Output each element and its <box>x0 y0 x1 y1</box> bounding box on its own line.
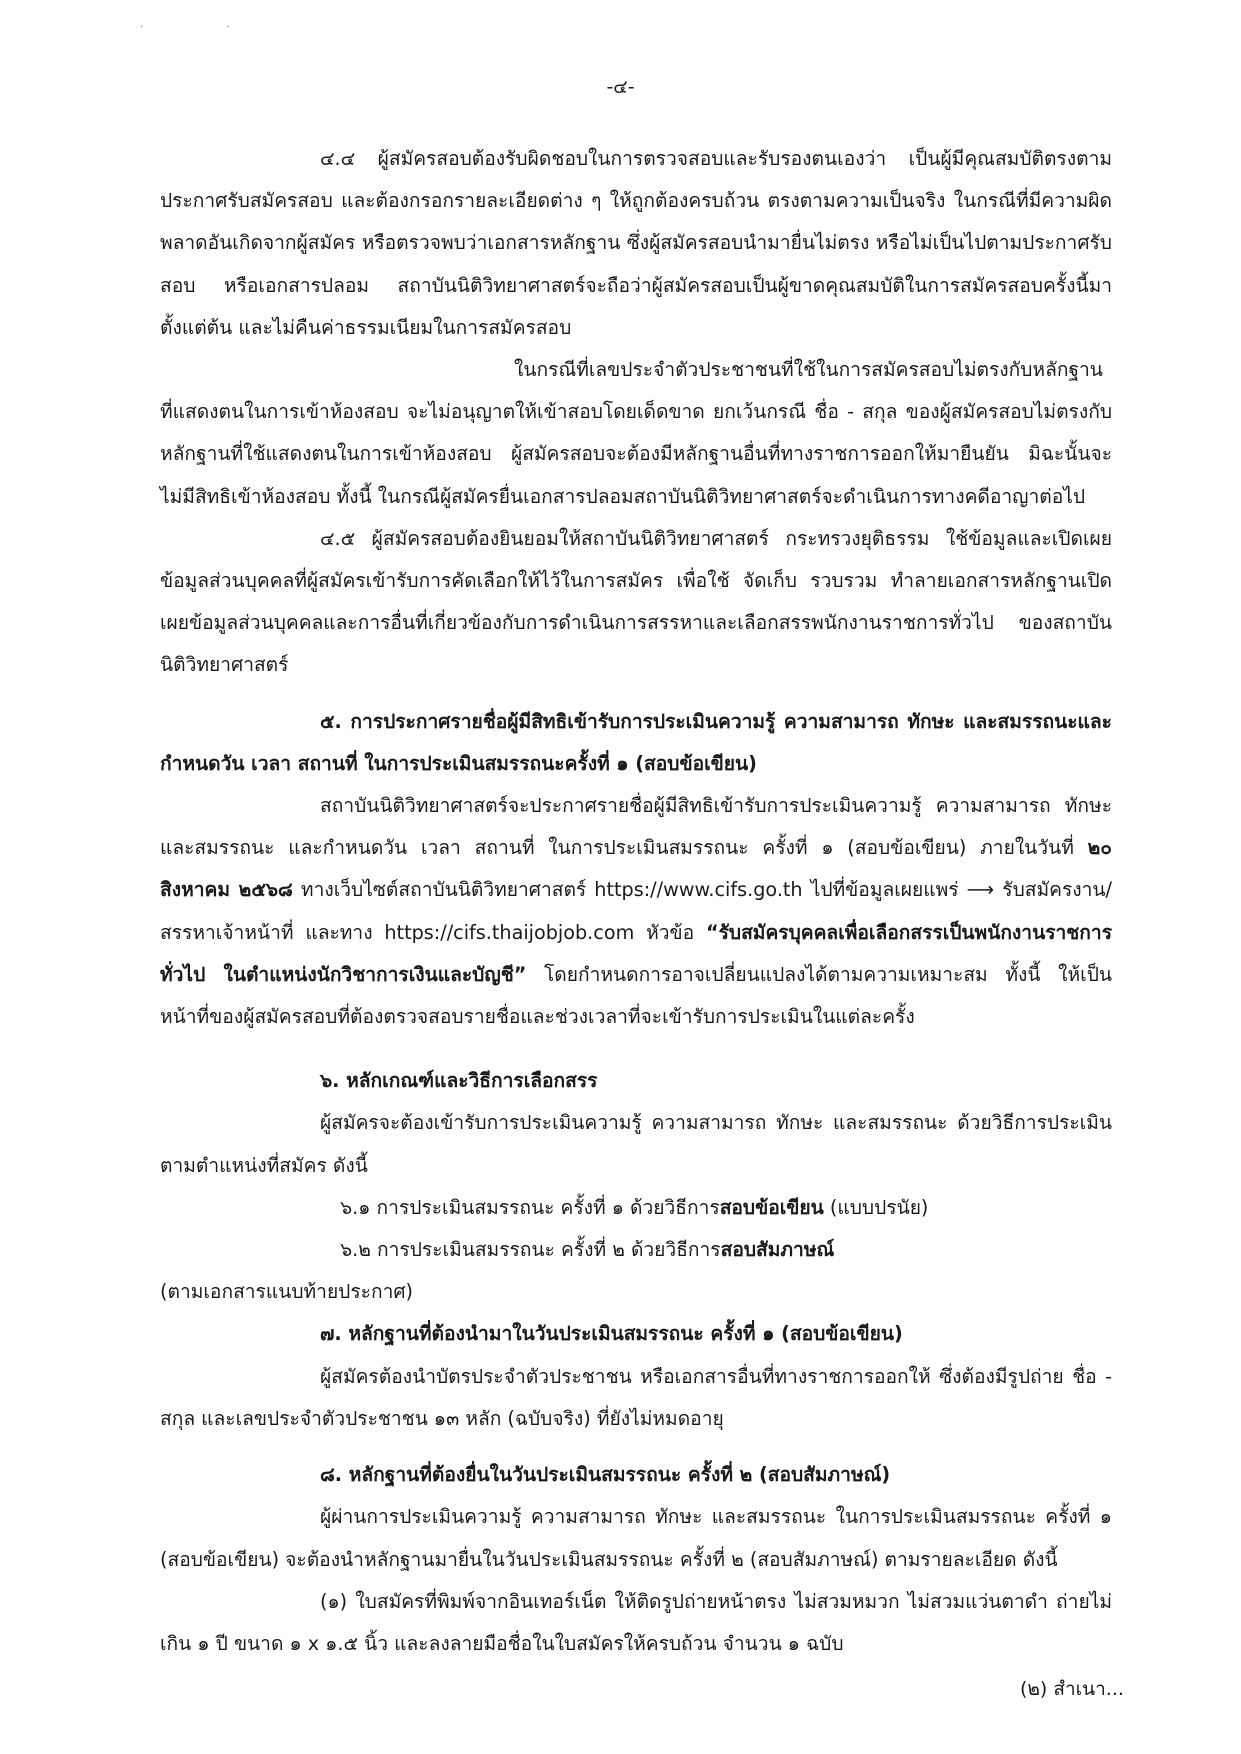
continuation-marker: (๒) สำเนา... <box>1020 1678 1124 1700</box>
section-5-text-2: ทางเว็บไซต์สถาบันนิติวิทยาศาสตร์ https://www.cifs.go.th ไปที่ข้อมูลเผยแพร่ ⟶ รับสมัครงาน/สรรหาเจ้าหน้าที่ และทาง https://cifs.thaijobjob.com หัวข้อ <box>160 878 1112 944</box>
section-6-item-2-text: ๖.๒ การประเมินสมรรถนะ ครั้งที่ ๒ ด้วยวิธีการ <box>340 1238 721 1262</box>
section-6-heading: ๖. หลักเกณฑ์และวิธีการเลือกสรร <box>320 1069 598 1093</box>
section-6-item-2 <box>160 1229 1112 1271</box>
section-4-5-paragraph: ๔.๕ ผู้สมัครสอบต้องยินยอมให้สถาบันนิติวิทยาศาสตร์ กระทรวงยุติธรรม ใช้ข้อมูลและเปิดเผยข้อมูลส่วนบุคคลที่ผู้สมัครเข้ารับการคัดเลือกให้ไว้ในการสมัคร เพื่อใช้ จัดเก็บ รวบรวม ทำลายเอกสารหลักฐานเปิดเผยข้อมูลส่วนบุคคลและการอื่นที่เกี่ยวข้องกับการดำเนินการสรรหาและเลือกสรรพนักงานราชการทั่วไป ของสถาบันนิติวิทยาศาสตร์ <box>160 526 1112 677</box>
section-5-heading: ๕. การประกาศรายชื่อผู้มีสิทธิเข้ารับการประเมินความรู้ ความสามารถ ทักษะ และสมรรถนะและกำหนดวัน เวลา สถานที่ ในการประเมินสมรรถนะครั้งที่ ๑ (สอบข้อเขียน) <box>160 709 1112 775</box>
section-7-heading: ๗. หลักฐานที่ต้องนำมาในวันประเมินสมรรถนะ ครั้งที่ ๑ (สอบข้อเขียน) <box>320 1322 903 1346</box>
section-6-item-1 <box>160 1187 1112 1229</box>
announcement-date: ๒๐ สิงหาคม ๒๕๖๘ <box>160 836 1112 902</box>
document-body <box>160 138 1112 1665</box>
section-8-item-1: (๑) ใบสมัครที่พิมพ์จากอินเทอร์เน็ต ให้ติดรูปถ่ายหน้าตรง ไม่สวมหมวก ไม่สวมแว่นตาดำ ถ่ายไม่เกิน ๑ ปี ขนาด ๑ x ๑.๕ นิ้ว และลงลายมือชื่อในใบสมัครให้ครบถ้วน จำนวน ๑ ฉบับ <box>160 1589 1112 1655</box>
section-6-item-2-method: สอบสัมภาษณ์ <box>720 1238 835 1262</box>
section-6-intro: ผู้สมัครจะต้องเข้ารับการประเมินความรู้ ความสามารถ ทักษะ และสมรรถนะ ด้วยวิธีการประเมินตามตำแหน่งที่สมัคร ดังนี้ <box>160 1111 1112 1177</box>
page-number: -๔- <box>606 76 635 98</box>
section-5-text-1: สถาบันนิติวิทยาศาสตร์จะประกาศรายชื่อผู้มีสิทธิเข้ารับการประเมินความรู้ ความสามารถ ทักษะ และสมรรถนะ และกำหนดวัน เวลา สถานที่ ในการประเมินสมรรถนะ ครั้งที่ ๑ (สอบข้อเขียน) ภายในวันที่ <box>160 794 1112 860</box>
section-4-4-id-mismatch-paragraph: ในกรณีที่เลขประจำตัวประชาชนที่ใช้ในการสมัครสอบไม่ตรงกับหลักฐานที่แสดงตนในการเข้าห้องสอบ จะไม่อนุญาตให้เข้าสอบโดยเด็ดขาด ยกเว้นกรณี ชื่อ - สกุล ของผู้สมัครสอบไม่ตรงกับหลักฐานที่ใช้แสดงตนในการเข้าห้องสอบ ผู้สมัครสอบจะต้องมีหลักฐานอื่นที่ทางราชการออกให้มายืนยัน มิฉะนั้นจะไม่มีสิทธิเข้าห้องสอบ ทั้งนี้ ในกรณีผู้สมัครยื่นเอกสารปลอมสถาบันนิติวิทยาศาสตร์จะดำเนินการทางคดีอาญาต่อไป <box>160 358 1112 508</box>
section-5-text-3: โดยกำหนดการอาจเปลี่ยนแปลงได้ตามความเหมาะสม ทั้งนี้ ให้เป็นหน้าที่ของผู้สมัครสอบที่ต้องตรวจสอบรายชื่อและช่วงเวลาที่จะเข้ารับการประเมินในแต่ละครั้ง <box>160 962 1112 1029</box>
section-6-item-1-text: ๖.๑ การประเมินสมรรถนะ ครั้งที่ ๑ ด้วยวิธีการ <box>340 1195 720 1219</box>
section-7-paragraph: ผู้สมัครต้องนำบัตรประจำตัวประชาชน หรือเอกสารอื่นที่ทางราชการออกให้ ซึ่งต้องมีรูปถ่าย ชื่อ - สกุล และเลขประจำตัวประชาชน ๑๓ หลัก (ฉบับจริง) ที่ยังไม่หมดอายุ <box>160 1364 1112 1430</box>
section-5-paragraph <box>160 785 1112 1038</box>
section-6-note: (ตามเอกสารแนบท้ายประกาศ) <box>160 1280 414 1304</box>
section-6-item-1-method: สอบข้อเขียน <box>719 1195 824 1219</box>
section-8-paragraph: ผู้ผ่านการประเมินความรู้ ความสามารถ ทักษะ และสมรรถนะ ในการประเมินสมรรถนะ ครั้งที่ ๑ (สอบข้อเขียน) จะต้องนำหลักฐานมายื่นในวันประเมินสมรรถนะ ครั้งที่ ๒ (สอบสัมภาษณ์) ตามรายละเอียด ดังนี้ <box>160 1505 1112 1571</box>
scan-specks: · · <box>140 22 270 33</box>
announcement-topic: “รับสมัครบุคคลเพื่อเลือกสรรเป็นพนักงานราชการทั่วไป ในตำแหน่งนักวิชาการเงินและบัญชี” <box>160 920 1112 986</box>
section-6-item-1-type: (แบบปรนัย) <box>823 1195 929 1219</box>
section-8-heading: ๘. หลักฐานที่ต้องยื่นในวันประเมินสมรรถนะ ครั้งที่ ๒ (สอบสัมภาษณ์) <box>320 1463 891 1487</box>
section-4-4-paragraph: ๔.๔ ผู้สมัครสอบต้องรับผิดชอบในการตรวจสอบและรับรองตนเองว่า เป็นผู้มีคุณสมบัติตรงตามประกาศรับสมัครสอบ และต้องกรอกรายละเอียดต่าง ๆ ให้ถูกต้องครบถ้วน ตรงตามความเป็นจริง ในกรณีที่มีความผิดพลาดอันเกิดจากผู้สมัคร หรือตรวจพบว่าเอกสารหลักฐาน ซึ่งผู้สมัครสอบนำมายื่นไม่ตรง หรือไม่เป็นไปตามประกาศรับสอบ หรือเอกสารปลอม สถาบันนิติวิทยาศาสตร์จะถือว่าผู้สมัครสอบเป็นผู้ขาดคุณสมบัติในการสมัครสอบครั้งนี้มาตั้งแต่ต้น และไม่คืนค่าธรรมเนียมในการสมัครสอบ <box>160 147 1112 339</box>
